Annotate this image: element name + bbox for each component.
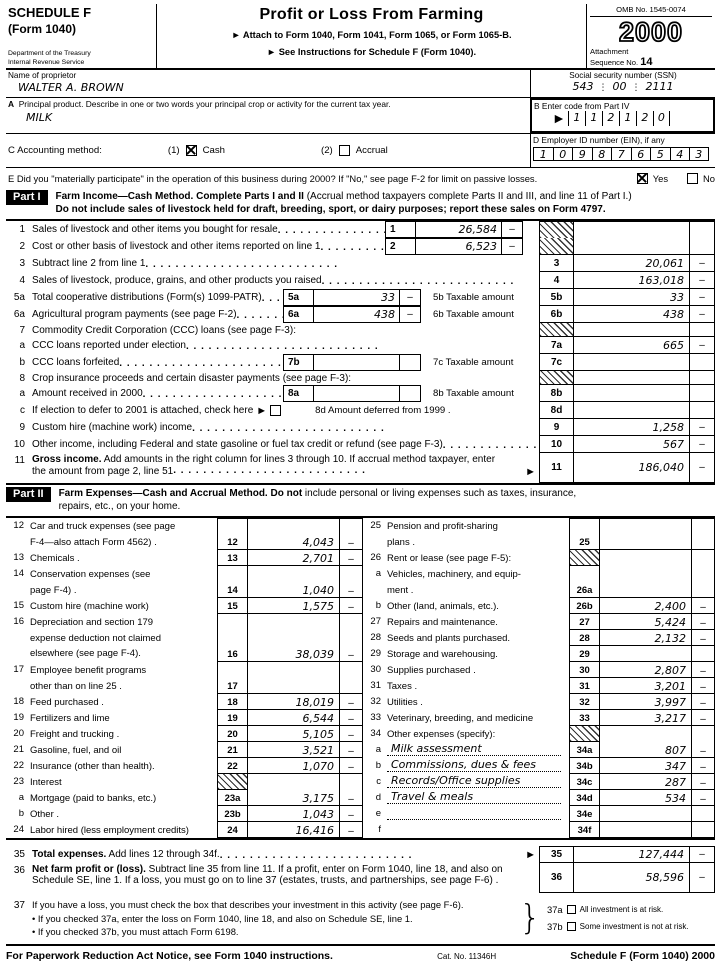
entry-box-5a: 5a 33 – [283, 289, 421, 306]
other-expense-field-34b[interactable]: Commissions, dues & fees [387, 758, 561, 772]
amount-field-19[interactable]: 6,544 [247, 710, 339, 726]
amount-field-4[interactable]: 163,018 [573, 272, 689, 289]
expense-line-24: 24 Labor hired (less employment credits) 24 16,416 – [6, 822, 363, 838]
tax-year: 2000 [618, 17, 684, 47]
expense-line-34a: a Milk assessment 34a 807 – [363, 742, 715, 758]
taxable-amount-label-6b: 6b Taxable amount [433, 309, 514, 320]
part1-line-4: 4 Sales of livestock, produce, grains, and other products you raised . 4 163,018 – [6, 272, 715, 289]
hatched-cell [569, 726, 599, 742]
expense-line-34e: e 34e [363, 806, 715, 822]
cents-field-9[interactable]: – [689, 419, 715, 436]
amount-field-15[interactable]: 1,575 [247, 598, 339, 614]
part2-left-column [6, 518, 363, 838]
ein-digit-cell[interactable]: 8 [592, 147, 612, 161]
part2-table [6, 518, 715, 840]
expense-line-21: 21 Gasoline, fuel, and oil 21 3,521 – [6, 742, 363, 758]
expense-line-18: 18 Feed purchased . 18 18,019 – [6, 694, 363, 710]
cents-field-23a[interactable]: – [339, 790, 363, 806]
right-column-row: 8d [539, 402, 715, 419]
arrowhead-icon: ► [525, 848, 536, 861]
line-36: 36 Net farm profit or (loss). Subtract line 35 from line 11. If a profit, enter on Form 1040, line 18, and also on Schedule SE, line 1. If a loss, you must go on to line 37 (estates, trusts, and partnerships, see page F-6) . 36 58,596 – [6, 863, 715, 893]
cash-method-checkbox[interactable] [186, 145, 197, 156]
amount-field-34c[interactable]: 287 [599, 774, 691, 790]
amount-field-18[interactable]: 18,019 [247, 694, 339, 710]
hatched-cell [539, 238, 573, 255]
cents-field-7a[interactable]: – [689, 337, 715, 354]
part1-line-7a: a CCC loans reported under election . 7a 665 – [6, 337, 715, 354]
line-d-label: D Employer ID number (EIN), if any [533, 135, 665, 145]
cents-field-36[interactable]: – [689, 863, 715, 893]
amount-field-9[interactable]: 1,258 [573, 419, 689, 436]
code-digit-cell[interactable]: 1 [585, 111, 602, 126]
ein-field[interactable] [533, 147, 713, 161]
expense-line-34d: d Travel & meals 34d 534 – [363, 790, 715, 806]
header-center [156, 4, 587, 68]
department-label: Department of the Treasury Internal Revenue Service [8, 50, 91, 66]
amount-field-24[interactable]: 16,416 [247, 822, 339, 838]
line-11-desc: Gross income. Add amounts in the right column for lines 3 through 10. If accrual method taxpayer, enter the amount from page 2, line 51 . ► [32, 453, 539, 483]
part1-title: Farm Income—Cash Method. Complete Parts I and II (Accrual method taxpayers complete Parts II and III, and line 11 of Part I.) Do not include sales of livestock held for draft, breeding, sport, or dairy purposes; report these sales on Form 4797. [55, 191, 632, 215]
cents-field-33[interactable]: – [691, 710, 715, 726]
part1-line-5a: 5a Total cooperative distributions (Form(s) 1099-PATR) . 5a 33 – 5b Taxable amount 5b 33 – [6, 289, 715, 306]
no-label: No [703, 172, 715, 184]
amount-field-22[interactable]: 1,070 [247, 758, 339, 774]
part1-line-7b: b CCC loans forfeited . 7b 7c Taxable amount 7c [6, 354, 715, 371]
amount-field-8d[interactable] [573, 402, 689, 419]
dot-leader [320, 242, 385, 255]
right-column-row: 11 186,040 – [539, 453, 715, 483]
expense-line-34c: c Records/Office supplies 34c 287 – [363, 774, 715, 790]
right-column-row: 7c [539, 354, 715, 371]
amount-field-34d[interactable]: 534 [599, 790, 691, 806]
defer-election-checkbox[interactable] [270, 405, 281, 416]
expense-line-28: 28 Seeds and plants purchased. 28 2,132 – [363, 630, 715, 646]
line-37: 37 If you have a loss, you must check the box that describes your investment in this activity (see page F-6). • If you checked 37a, enter the loss on Form 1040, line 18, and also on Schedule SE, line 1. • If you checked 37b, you must attach Form 6198. } 37a All investment is at risk. 37b Some investment is not at risk. [6, 898, 715, 939]
entry-box-6a: 6a 438 – [283, 306, 421, 323]
part1-line-1: 1 Sales of livestock and other items you bought for resale . 1 26,584 – [6, 221, 715, 238]
part1-line-2: 2 Cost or other basis of livestock and other items reported on line 1 . 2 6,523 – [6, 238, 715, 255]
all-investment-at-risk-label: All investment is at risk. [579, 905, 664, 915]
dot-leader [145, 259, 539, 272]
proprietor-row [6, 70, 715, 98]
line-36-desc: Net farm profit or (loss). Subtract line 35 from line 11. If a profit, enter on Form 1040, line 18, and also on Schedule SE, line 1. If a loss, you must go on to line 37 (estates, trusts, and partnerships, see page F-6) . [32, 864, 503, 886]
amount-field-36[interactable]: 58,596 [573, 863, 689, 893]
dot-leader [322, 276, 539, 289]
right-column-row: 35 127,444 – [539, 846, 715, 863]
expense-line-12: 12 Car and truck expenses (see page F-4—also attach Form 4562) . 12 4,043 – [6, 518, 363, 550]
amount-field-8b[interactable] [573, 385, 689, 402]
hatched-cell [539, 221, 573, 238]
amount-field-7a[interactable]: 665 [573, 337, 689, 354]
code-digit-cell[interactable]: 1 [568, 111, 585, 126]
cents-field-19[interactable]: – [339, 710, 363, 726]
cents-field-34a[interactable]: – [691, 742, 715, 758]
amount-field-13[interactable]: 2,701 [247, 550, 339, 566]
expense-line-26b: b Other (land, animals, etc.). 26b 2,400 – [363, 598, 715, 614]
dot-leader [173, 465, 522, 478]
expense-line-29: 29 Storage and warehousing. 29 [363, 646, 715, 662]
sequence-number: 14 [640, 56, 653, 69]
expense-line-15: 15 Custom hire (machine work) 15 1,575 – [6, 598, 363, 614]
amount-field-26a[interactable] [599, 566, 691, 598]
right-column-row: 7a 665 – [539, 337, 715, 354]
arrowhead-icon: ► [525, 465, 536, 478]
amount-field-6a[interactable]: 438 [313, 306, 399, 323]
amount-field-20[interactable]: 5,105 [247, 726, 339, 742]
proprietor-name-field[interactable]: WALTER A. BROWN [18, 81, 124, 94]
expense-line-26: 26 Rent or lease (see page F-5): [363, 550, 715, 566]
part2-tag: Part II [6, 487, 51, 502]
line-e-row [6, 168, 715, 188]
line-a-b-row [6, 98, 715, 134]
dot-leader [186, 341, 539, 354]
part1-line-3: 3 Subtract line 2 from line 1 . 3 20,061 – [6, 255, 715, 272]
header-right [587, 4, 715, 68]
line-c-d-row: C Accounting method: (1) Cash (2) Accrual D Employer ID number (EIN), if any 1 0 9 8 7 6 5 4 3 [6, 134, 715, 168]
cents-field-31[interactable]: – [691, 678, 715, 694]
right-column-row [539, 221, 715, 238]
cents-field-35[interactable]: – [689, 846, 715, 863]
amount-field-26b[interactable]: 2,400 [599, 598, 691, 614]
accrual-option-label: Accrual [355, 145, 388, 156]
dot-leader [220, 850, 522, 863]
cents-field-2[interactable]: – [501, 238, 523, 255]
part2-header [6, 485, 715, 518]
amount-field-27[interactable]: 5,424 [599, 614, 691, 630]
cents-field-8b[interactable] [689, 385, 715, 402]
part1-line-8c: c If election to defer to 2001 is attached, check here ► 8d Amount deferred from 1999 . 8d [6, 402, 715, 419]
expense-line-13: 13 Chemicals . 13 2,701 – [6, 550, 363, 566]
line-8d-label: 8d Amount deferred from 1999 . [315, 405, 451, 416]
form-header [6, 4, 715, 70]
expense-line-23b: b Other . 23b 1,043 – [6, 806, 363, 822]
cents-field-34b[interactable]: – [691, 758, 715, 774]
expense-line-34: 34 Other expenses (specify): [363, 726, 715, 742]
right-column-row: 36 58,596 – [539, 863, 715, 893]
amount-field-12[interactable]: 4,043 [247, 518, 339, 550]
amount-field-23b[interactable]: 1,043 [247, 806, 339, 822]
amount-field-34f[interactable] [599, 822, 691, 838]
cents-field-7b[interactable] [399, 354, 421, 371]
accrual-method-checkbox[interactable] [339, 145, 350, 156]
part1-table [6, 221, 715, 485]
cents-field-18[interactable]: – [339, 694, 363, 710]
cents-field-5b[interactable]: – [689, 289, 715, 306]
right-column-row: 9 1,258 – [539, 419, 715, 436]
paperwork-notice: For Paperwork Reduction Act Notice, see Form 1040 instructions. [6, 949, 333, 962]
ssn-separator: ⋮ [598, 83, 608, 93]
amount-field-16[interactable]: 38,039 [247, 614, 339, 662]
right-column-row: 3 20,061 – [539, 255, 715, 272]
amount-field-33[interactable]: 3,217 [599, 710, 691, 726]
right-column-row: 4 163,018 – [539, 272, 715, 289]
taxable-amount-label-7c: 7c Taxable amount [433, 357, 514, 368]
see-instruction: ► See Instructions for Schedule F (Form 1040). [266, 47, 477, 57]
line-35: 35 Total expenses. Add lines 12 through 34f. . ► 35 127,444 – [6, 846, 715, 863]
cents-field-26b[interactable]: – [691, 598, 715, 614]
cents-field-6b[interactable]: – [689, 306, 715, 323]
part1-line-8: 8 Crop insurance proceeds and certain disaster payments (see page F-3): [6, 371, 715, 385]
expense-line-34f: f 34f [363, 822, 715, 838]
yes-label: Yes [652, 172, 669, 184]
amount-field-28[interactable]: 2,132 [599, 630, 691, 646]
expense-line-22: 22 Insurance (other than health). 22 1,070 – [6, 758, 363, 774]
expense-line-33: 33 Veterinary, breeding, and medicine 33 3,217 – [363, 710, 715, 726]
part1-header [6, 188, 715, 221]
amount-field-8a[interactable] [313, 385, 399, 402]
cents-field-24[interactable]: – [339, 822, 363, 838]
line-37-text: If you have a loss, you must check the box that describes your investment in this activity (see page F-6). • If you checked 37a, enter the loss on Form 1040, line 18, and also on Schedule SE, line 1. • If you checked 37b, you must attach Form 6198. [32, 899, 464, 938]
amount-field-1[interactable]: 26,584 [415, 221, 501, 238]
cents-field-23b[interactable]: – [339, 806, 363, 822]
part2-title: Farm Expenses—Cash and Accrual Method. Do not include personal or living expenses such as taxes, insurance, repairs, etc., on your home. [58, 488, 577, 512]
right-column-row: 5b 33 – [539, 289, 715, 306]
line-b-code-box [530, 98, 715, 133]
amount-field-23a[interactable]: 3,175 [247, 790, 339, 806]
amount-field-25[interactable] [599, 518, 691, 550]
cents-field-22[interactable]: – [339, 758, 363, 774]
part1-line-10: 10 Other income, including Federal and state gasoline or fuel tax credit or refund (see page F-3) . 10 567 – [6, 436, 715, 453]
expense-line-26a: a Vehicles, machinery, and equip- ment . 26a [363, 566, 715, 598]
amount-field-21[interactable]: 3,521 [247, 742, 339, 758]
expense-line-20: 20 Freight and trucking . 20 5,105 – [6, 726, 363, 742]
right-column-row [539, 371, 715, 385]
expense-line-31: 31 Taxes . 31 3,201 – [363, 678, 715, 694]
cents-field-3[interactable]: – [689, 255, 715, 272]
cents-field-27[interactable]: – [691, 614, 715, 630]
dot-leader [443, 440, 539, 453]
part1-line-6a: 6a Agricultural program payments (see page F-2) . 6a 438 – 6b Taxable amount 6b 438 – [6, 306, 715, 323]
form-number: (Form 1040) [8, 22, 77, 36]
line-c-label: C Accounting method: [8, 145, 102, 156]
amount-field-34e[interactable] [599, 806, 691, 822]
expense-line-19: 19 Fertilizers and lime 19 6,544 – [6, 710, 363, 726]
some-investment-not-at-risk-label: Some investment is not at risk. [579, 922, 689, 932]
cents-field-8d[interactable] [689, 402, 715, 419]
ein-digit-cell[interactable]: 1 [533, 147, 553, 161]
part1-line-8a: a Amount received in 2000 . 8a 8b Taxable amount 8b [6, 385, 715, 402]
amount-field-11[interactable]: 186,040 [573, 453, 689, 483]
entry-box-2: 2 6,523 – [385, 238, 523, 255]
amount-field-34a[interactable]: 807 [599, 742, 691, 758]
other-expense-field-34a[interactable]: Milk assessment [387, 742, 561, 756]
amount-field-7c[interactable] [573, 354, 689, 371]
arrowhead-icon: ► [256, 404, 268, 417]
right-column-row: 8b [539, 385, 715, 402]
amount-field-10[interactable]: 567 [573, 436, 689, 453]
amount-field-17[interactable] [247, 662, 339, 694]
proprietor-label: Name of proprietor [8, 71, 77, 80]
cents-field-20[interactable]: – [339, 726, 363, 742]
hatched-cell [539, 323, 573, 337]
amount-field-29[interactable] [599, 646, 691, 662]
cents-field-34d[interactable]: – [691, 790, 715, 806]
right-column-row: 6b 438 – [539, 306, 715, 323]
line-b-label: B Enter code from Part IV [534, 101, 630, 111]
cents-field-16[interactable]: – [339, 614, 363, 662]
entry-box-1: 1 26,584 – [385, 221, 523, 238]
taxable-amount-label-5b: 5b Taxable amount [433, 292, 514, 303]
code-digit-cell[interactable]: 2 [602, 111, 619, 126]
attachment-sequence: Attachment Sequence No. 14 [590, 47, 653, 69]
other-expense-field-34e[interactable] [387, 806, 561, 820]
part1-line-9: 9 Custom hire (machine work) income . 9 1,258 – [6, 419, 715, 436]
amount-field-14[interactable]: 1,040 [247, 566, 339, 598]
at-risk-checkboxes: 37a All investment is at risk. 37b Some investment is not at risk. [547, 904, 689, 933]
dot-leader [262, 293, 283, 306]
part2-right-column [363, 518, 715, 838]
amount-field-2[interactable]: 6,523 [415, 238, 501, 255]
expense-line-23: 23 Interest [6, 774, 363, 790]
other-expense-field-34d[interactable]: Travel & meals [387, 790, 561, 804]
dot-leader [192, 423, 539, 436]
amount-field-34b[interactable]: 347 [599, 758, 691, 774]
part1-line-7: 7 Commodity Credit Corporation (CCC) loans (see page F-3): [6, 323, 715, 337]
ein-digit-cell[interactable]: 6 [631, 147, 651, 161]
cents-field-14[interactable]: – [339, 566, 363, 598]
right-column-row [539, 323, 715, 337]
ein-digit-cell[interactable]: 7 [611, 147, 631, 161]
cents-field-28[interactable]: – [691, 630, 715, 646]
brace-glyph: } [519, 898, 541, 939]
materially-participate-yes-checkbox[interactable] [637, 173, 648, 184]
catalog-number: Cat. No. 11346H [437, 951, 497, 961]
ein-digit-cell[interactable]: 5 [650, 147, 670, 161]
line-a-label: A Principal product. Describe in one or two words your principal crop or activity for the current tax year. [8, 99, 391, 109]
cash-option-label: Cash [202, 145, 226, 156]
code-digit-cell[interactable]: 0 [653, 111, 670, 126]
hatched-cell [217, 774, 247, 790]
amount-field-3[interactable]: 20,061 [573, 255, 689, 272]
dot-leader [237, 310, 283, 323]
cents-field-21[interactable]: – [339, 742, 363, 758]
cents-field-8a[interactable] [399, 385, 421, 402]
amount-field-30[interactable]: 2,807 [599, 662, 691, 678]
cents-field-30[interactable]: – [691, 662, 715, 678]
amount-field-31[interactable]: 3,201 [599, 678, 691, 694]
line-e-label: E Did you "materially participate" in the operation of this business during 2000? If "No," see page F-2 for limit on passive losses. [8, 172, 538, 184]
code-digit-cell[interactable]: 1 [619, 111, 636, 126]
ssn-field[interactable]: 543 ⋮ 00 ⋮ 2111 [572, 80, 674, 93]
hatched-cell [569, 550, 599, 566]
materially-participate-no-checkbox[interactable] [687, 173, 698, 184]
other-expense-field-34c[interactable]: Records/Office supplies [387, 774, 561, 788]
amount-field-6b[interactable]: 438 [573, 306, 689, 323]
expense-line-23a: a Mortgage (paid to banks, etc.) 23a 3,175 – [6, 790, 363, 806]
form-id-footer: Schedule F (Form 1040) 2000 [570, 949, 715, 962]
cents-field-11[interactable]: – [689, 453, 715, 483]
amount-field-35[interactable]: 127,444 [573, 846, 689, 863]
expense-line-16: 16 Depreciation and section 179 expense deduction not claimed elsewhere (see page F-4). 16 38,039 – [6, 614, 363, 662]
expense-line-27: 27 Repairs and maintenance. 27 5,424 – [363, 614, 715, 630]
expense-line-34b: b Commissions, dues & fees 34b 347 – [363, 758, 715, 774]
cents-field-1[interactable]: – [501, 221, 523, 238]
amount-field-5a[interactable]: 33 [313, 289, 399, 306]
part1-line-11: 11 Gross income. Add amounts in the right column for lines 3 through 10. If accrual method taxpayer, enter the amount from page 2, line 51 . ► 11 186,040 – [6, 453, 715, 483]
part1-tag: Part I [6, 190, 48, 205]
cents-field-13[interactable]: – [339, 550, 363, 566]
dot-leader [143, 389, 283, 402]
some-investment-not-at-risk-checkbox[interactable] [567, 922, 576, 931]
cents-field-6a[interactable]: – [399, 306, 421, 323]
hatched-cell [539, 371, 573, 385]
cents-field-15[interactable]: – [339, 598, 363, 614]
expense-line-25: 25 Pension and profit-sharing plans . 25 [363, 518, 715, 550]
ssn-label: Social security number (SSN) [569, 71, 677, 80]
dot-leader [119, 358, 283, 371]
ein-digit-cell[interactable]: 0 [553, 147, 573, 161]
header-left [6, 4, 156, 68]
expense-line-14: 14 Conservation expenses (see page F-4) . 14 1,040 – [6, 566, 363, 598]
arrowhead-icon: ► [552, 110, 566, 126]
expense-line-30: 30 Supplies purchased . 30 2,807 – [363, 662, 715, 678]
amount-field-7b[interactable] [313, 354, 399, 371]
cents-field-34c[interactable]: – [691, 774, 715, 790]
amount-field-32[interactable]: 3,997 [599, 694, 691, 710]
cents-field-12[interactable]: – [339, 518, 363, 550]
omb-number: OMB No. 1545-0074 [590, 5, 712, 17]
schedule-label: SCHEDULE F [8, 5, 92, 20]
cents-field-17[interactable] [339, 662, 363, 694]
entry-box-8a: 8a [283, 385, 421, 402]
taxable-amount-label-8b: 8b Taxable amount [433, 388, 514, 399]
expense-line-17: 17 Employee benefit programs other than on line 25 . 17 [6, 662, 363, 694]
amount-field-5b[interactable]: 33 [573, 289, 689, 306]
cents-field-10[interactable]: – [689, 436, 715, 453]
cents-field-32[interactable]: – [691, 694, 715, 710]
form-footer [6, 944, 715, 962]
form-title: Profit or Loss From Farming [259, 6, 484, 23]
right-column-row [539, 238, 715, 255]
all-investment-at-risk-checkbox[interactable] [567, 905, 576, 914]
principal-product-field[interactable]: MILK [26, 111, 53, 124]
ein-digit-cell[interactable]: 4 [670, 147, 690, 161]
ein-digit-cell[interactable]: 3 [689, 147, 709, 161]
dot-leader [278, 225, 385, 238]
expense-line-32: 32 Utilities . 32 3,997 – [363, 694, 715, 710]
code-digit-cell[interactable]: 2 [636, 111, 653, 126]
right-column-row: 10 567 – [539, 436, 715, 453]
cents-field-5a[interactable]: – [399, 289, 421, 306]
ssn-separator: ⋮ [631, 83, 641, 93]
cents-field-4[interactable]: – [689, 272, 715, 289]
attach-instruction: ► Attach to Form 1040, Form 1041, Form 1065, or Form 1065-B. [231, 30, 512, 40]
ein-digit-cell[interactable]: 9 [572, 147, 592, 161]
entry-box-7b: 7b [283, 354, 421, 371]
cents-field-7c[interactable] [689, 354, 715, 371]
